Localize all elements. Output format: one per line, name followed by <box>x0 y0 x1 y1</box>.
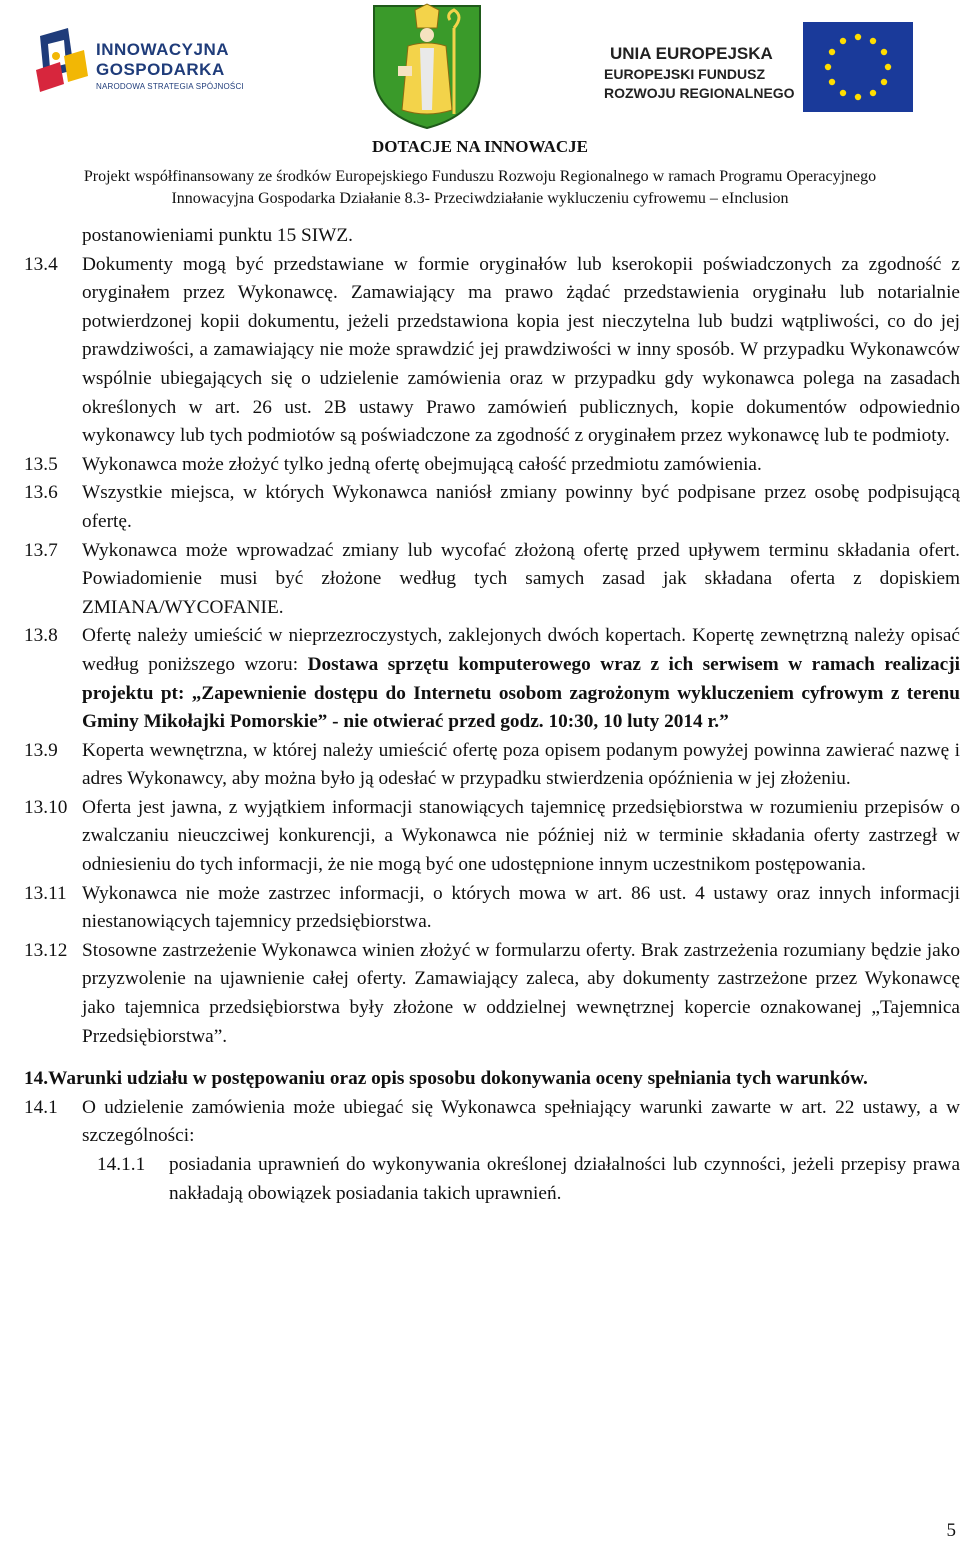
paragraph-text: Stosowne zastrzeżenie Wykonawca winien złożyć w formularzu oferty. Brak zastrzeżenia rozumiany będzie jako przyzwolenie na ujawnienie całej oferty. Zamawiający zaleca, aby dokumenty zastrzeżone przez Wykonawcę jako tajemnica przedsiębiorstwa były złożone w oddzielnej wewnętrznej kopercie oznakowanej „Tajemnica Przedsiębiorstwa”. <box>82 939 960 1047</box>
paragraph-number: 13.5 <box>24 453 58 475</box>
innowacyjna-gospodarka-emblem-icon <box>34 26 94 96</box>
logo-left-line1: INNOWACYJNA <box>96 40 230 59</box>
header-program-line: Innowacyjna Gospodarka Działanie 8.3- Przeciwdziałanie wykluczeniu cyfrowemu – eInclusion <box>171 190 789 207</box>
logo-left-line3: NARODOWA STRATEGIA SPÓJNOŚCI <box>96 82 244 91</box>
page-number: 5 <box>946 1520 956 1541</box>
paragraph-text: O udzielenie zamówienia może ubiegać się Wykonawca spełniający warunki zawarte w art. 22 ustawy, a w szczególności: <box>82 1096 960 1147</box>
paragraph-14-1 <box>24 1094 960 1151</box>
paragraph-text: Wykonawca może wprowadzać zmiany lub wycofać złożoną ofertę przed upływem terminu składania ofert. Powiadomienie musi być złożone według tych samych zasad jak składana oferta z dopiskiem ZMIANA/WYCOFANIE. <box>82 539 960 618</box>
paragraph-text: Wykonawca może złożyć tylko jedną ofertę obejmującą całość przedmiotu zamówienia. <box>82 453 762 475</box>
header-project-line: Projekt współfinansowany ze środków Europejskiego Funduszu Rozwoju Regionalnego w ramach Programu Operacyjnego <box>83 168 877 185</box>
paragraph-13-12 <box>24 937 960 1051</box>
paragraph-number: 14.1.1 <box>97 1154 146 1175</box>
paragraph-number: 13.9 <box>24 739 58 761</box>
header-title: DOTACJE NA INNOWACJE <box>372 137 588 156</box>
paragraph-number: 13.4 <box>24 253 58 275</box>
continued-paragraph: postanowieniami punktu 15 SIWZ. <box>82 225 353 246</box>
eu-flag-icon <box>803 22 913 112</box>
section-spacer <box>24 1051 960 1065</box>
envelope-label-text: Dostawa sprzętu komputerowego wraz z ich serwisem w ramach realizacji projektu pt: „Zapewnienie dostępu do Internetu osobom zagrożonym wykluczeniem cyfrowym z terenu Gminy Mikołajki Pomorskie” - nie otwierać przed godz. 10:30, 10 luty 2014 r.” <box>82 653 960 733</box>
logo-right-line2: EUROPEJSKI FUNDUSZ <box>604 66 766 82</box>
paragraph-number: 14.1 <box>24 1096 58 1118</box>
paragraph-text: Koperta wewnętrzna, w której należy umieścić ofertę poza opisem podanym powyżej powinna zawierać nazwę i adres Wykonawcy, aby można było ją odesłać w przypadku stwierdzenia opóźnienia w jej złożeniu. <box>82 739 960 790</box>
eu-fund-logo <box>596 10 936 120</box>
paragraph-number: 13.10 <box>24 796 68 818</box>
paragraph-number: 13.8 <box>24 625 58 647</box>
document-body <box>24 222 960 1208</box>
logo-right-line3: ROZWOJU REGIONALNEGO <box>604 85 795 101</box>
paragraph-text: posiadania uprawnień do wykonywania określonej działalności lub czynności, jeżeli przepisy prawa nakładają obowiązek posiadania takich uprawnień. <box>169 1154 960 1204</box>
paragraph-13-6 <box>24 479 960 536</box>
paragraph-text: Wszystkie miejsca, w których Wykonawca naniósł zmiany powinny być podpisane przez osobę podpisującą ofertę. <box>82 482 960 532</box>
paragraph-text: Dokumenty mogą być przedstawiane w formie oryginałów lub kserokopii poświadczonych za zgodność z oryginałem przez Wykonawcę. Zamawiający ma prawo żądać przedstawienia oryginału lub notarialnie potwierdzonej kopii dokumentu, jeżeli przedstawiona kopia jest nieczytelna lub budzi wątpliwości, co do jej prawdziwości, a zamawiający nie może sprawdzić jej prawdziwości w inny sposób. W przypadku Wykonawców wspólnie ubiegających się o udzielenie zamówienia oraz w przypadku gdy wykonawca polega na zasadach określonych w art. 26 ust. 2B ustawy Prawo zamówień publicznych, kopie dokumentów odpowiednio wykonawcy lub tych podmiotów są poświadczone za zgodność z oryginałem przez wykonawcę lub te podmioty. <box>82 253 960 447</box>
paragraph-text <box>82 622 960 736</box>
innowacyjna-gospodarka-logo <box>34 26 264 96</box>
logo-right-line1: UNIA EUROPEJSKA <box>610 44 773 63</box>
bishop-crest-icon <box>368 2 486 130</box>
paragraph-13-7 <box>24 537 960 623</box>
paragraph-13-8 <box>24 622 960 736</box>
paragraph-13-4 <box>24 251 960 451</box>
paragraph-number: 13.11 <box>24 882 67 904</box>
section-number: 14. <box>24 1068 49 1090</box>
paragraph-13-10 <box>24 794 960 880</box>
paragraph-number: 13.12 <box>24 939 68 961</box>
paragraph-text: Wykonawca nie może zastrzec informacji, o których mowa w art. 86 ust. 4 ustawy oraz innych informacji niestanowiących tajemnicy przedsiębiorstwa. <box>82 882 960 933</box>
paragraph-13-11 <box>24 880 960 937</box>
paragraph-text: Oferta jest jawna, z wyjątkiem informacji stanowiących tajemnicę przedsiębiorstwa w rozumieniu przepisów o zwalczaniu nieuczciwej konkurencji, a Wykonawca nie później niż w terminie składania oferty zastrzegł w odniesieniu do tych informacji, że nie mogą być one udostępnione innym uczestnikom postępowania. <box>82 796 960 876</box>
paragraph-13-5 <box>24 451 960 480</box>
paragraph-13-9 <box>24 737 960 794</box>
logo-left-line2: GOSPODARKA <box>96 60 225 79</box>
paragraph-plain-text: Ofertę należy umieścić w nieprzezroczystych, zaklejonych dwóch kopertach. Kopertę zewnętrzną należy opisać według poniższego wzoru: <box>82 625 960 675</box>
municipality-crest <box>368 2 486 130</box>
section-title: Warunki udziału w postępowaniu oraz opis sposobu dokonywania oceny spełniania tych warunków. <box>48 1068 868 1090</box>
paragraph-14-1-1 <box>24 1151 960 1208</box>
paragraph-number: 13.6 <box>24 482 58 504</box>
section-14-heading <box>24 1065 960 1094</box>
paragraph-number: 13.7 <box>24 539 58 561</box>
